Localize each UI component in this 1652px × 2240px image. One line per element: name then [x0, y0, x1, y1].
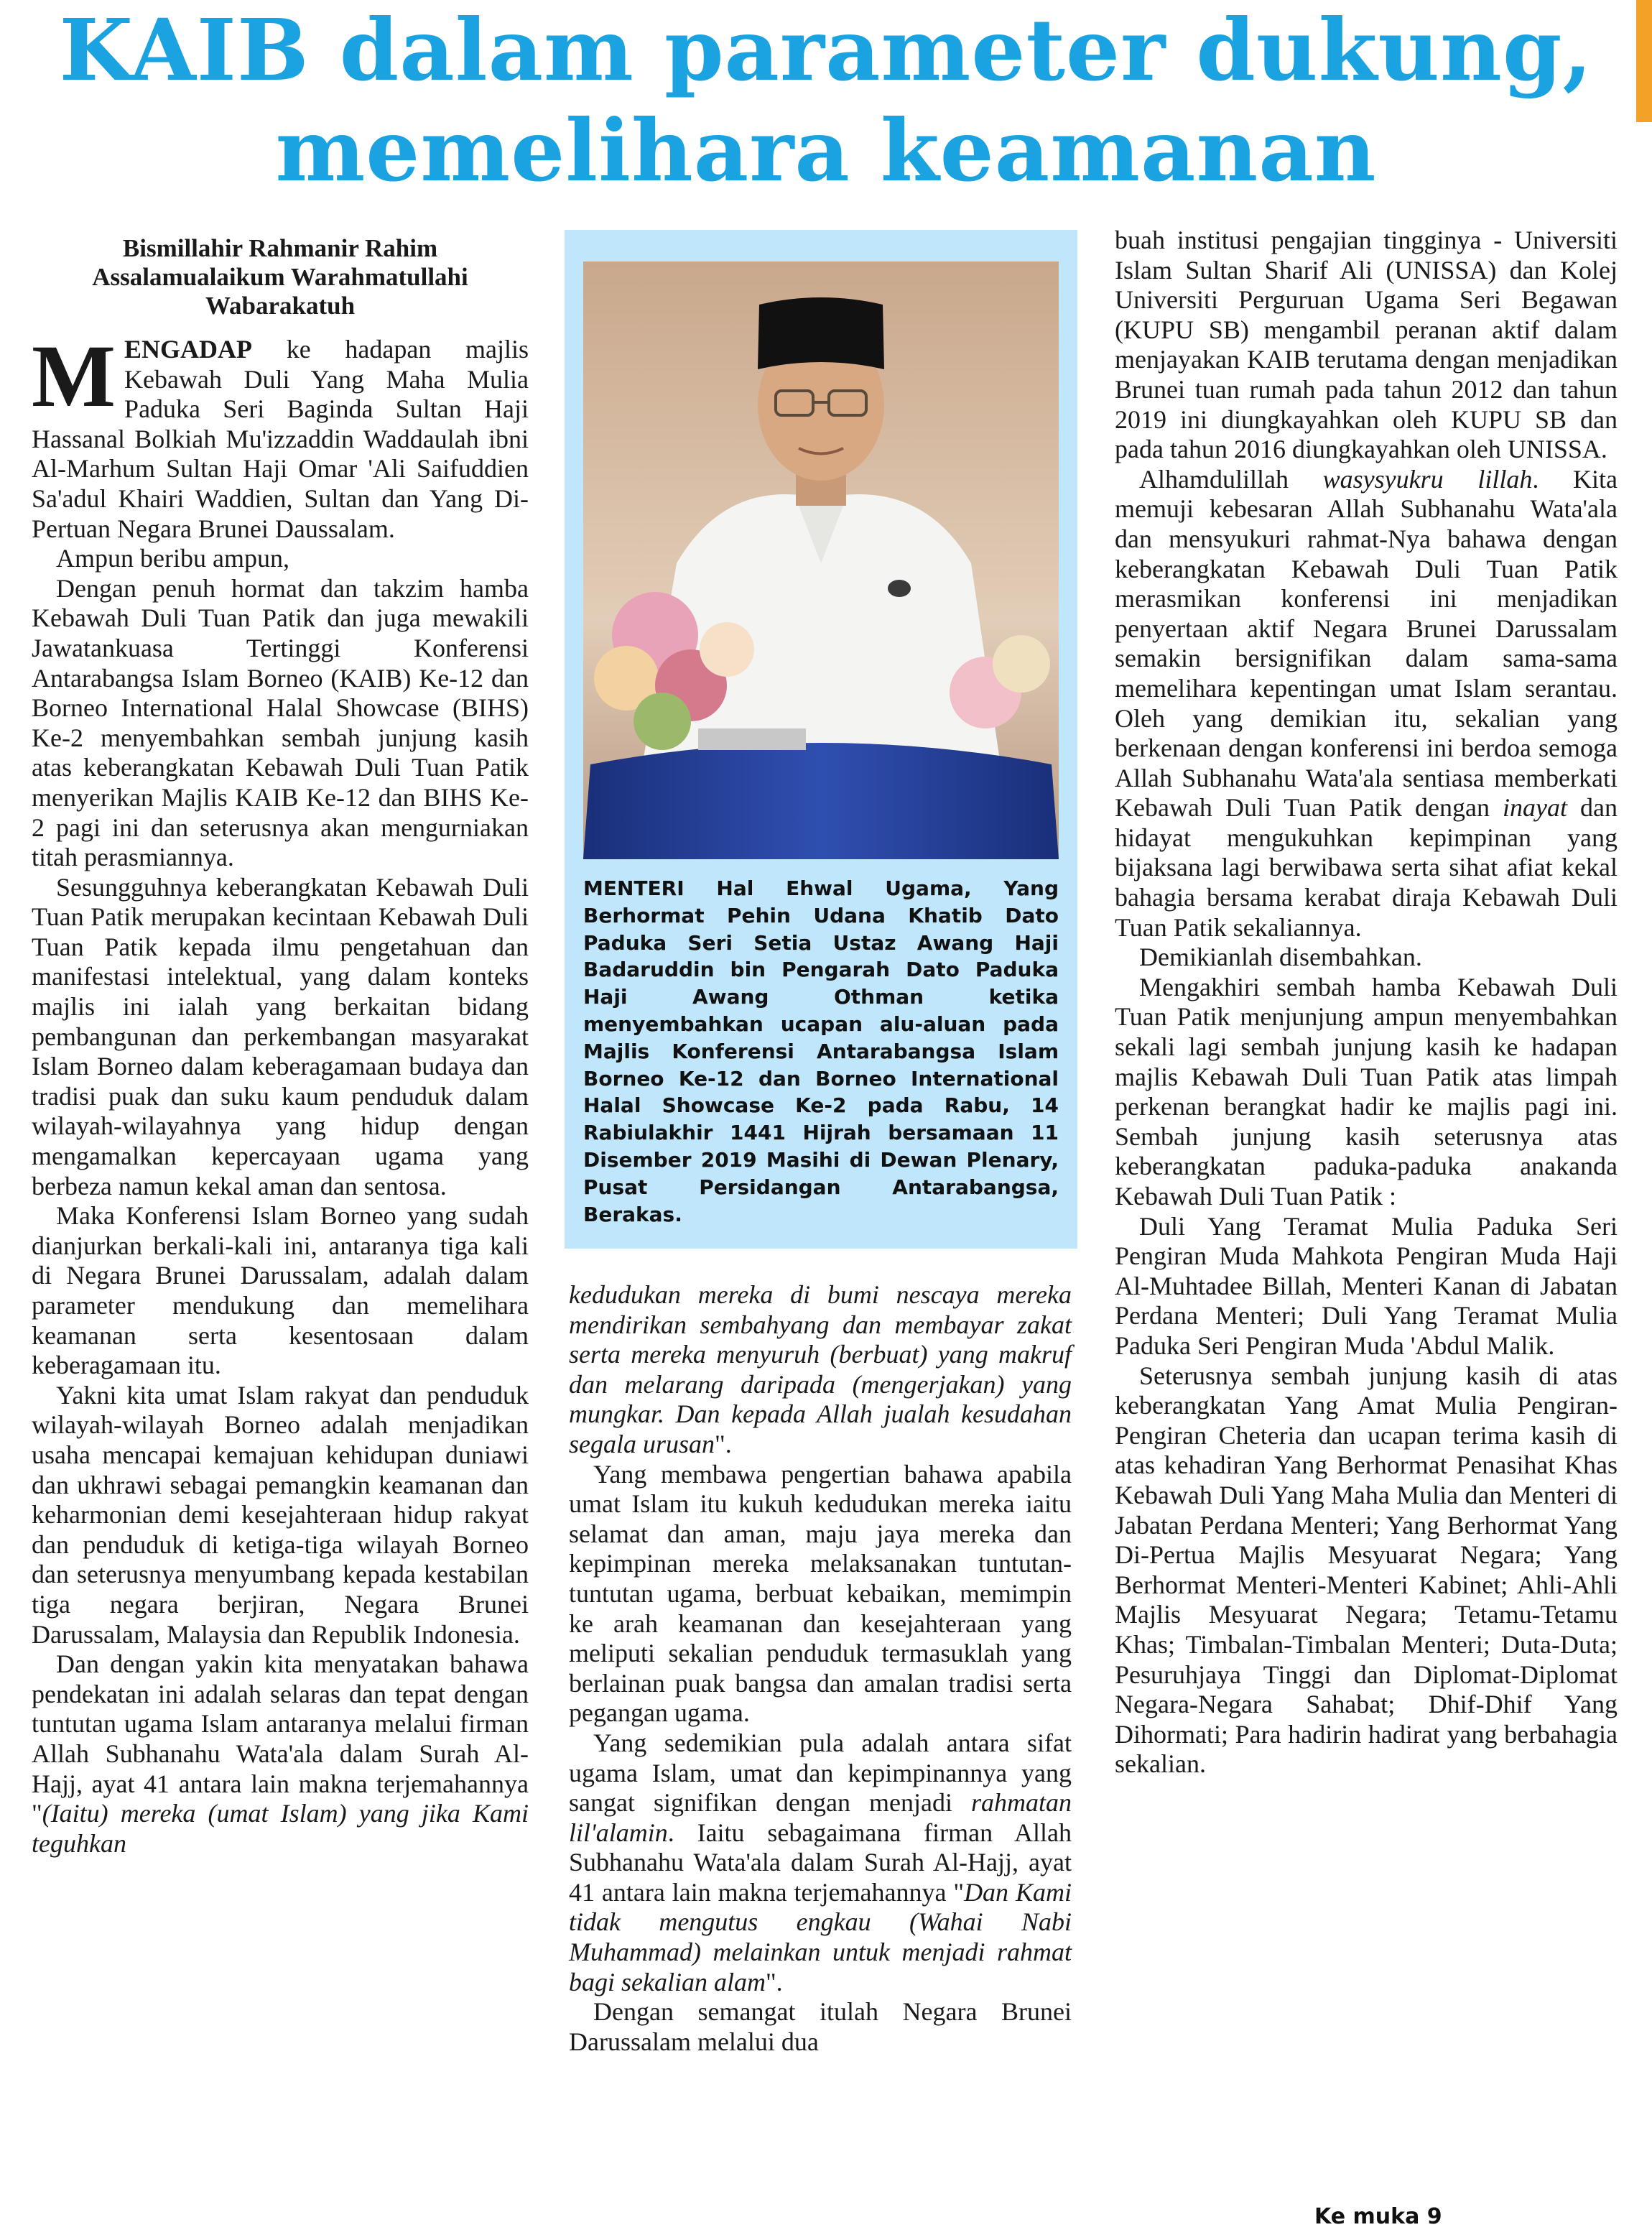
paragraph: Mengakhiri sembah hamba Kebawah Duli Tuan Patik menjunjung ampun menyembahkan sekali lagi sembah junjung kasih ke hadapan majlis Kebawah Duli Tuan Patik atas limpah perkenan berangkat hadir ke majlis pagi ini. Sembah junjung kasih seterusnya atas keberangkatan paduka-paduka anakanda Kebawah Duli Tuan Patik : [1115, 972, 1618, 1211]
paragraph-text: ke hadapan majlis Kebawah Duli Yang Maha Mulia Paduka Seri Baginda Sultan Haji Hassanal Bolkiah Mu'izzaddin Waddaulah ibni Al-Marhum Sultan Haji Omar 'Ali Saifuddien Sa'adul Khairi Waddien, Sultan dan Yang Di-Pertuan Negara Brunei Daussalam. [32, 335, 529, 543]
emphasis-text: wasysyukru lillah [1322, 464, 1533, 494]
salutation-line: Assalamualaikum Warahmatullahi [92, 263, 468, 291]
drop-cap: M [32, 327, 116, 425]
paragraph: Seterusnya sembah junjung kasih di atas keberangkatan Yang Amat Mulia Pengiran-Pengiran Cheteria dan ucapan terima kasih di atas kehadiran Yang Berhormat Penasihat Khas Kebawah Duli Yang Maha Mulia dan Menteri di Jabatan Perdana Menteri; Yang Berhormat Yang Di-Pertua Majlis Mesyuarat Negara; Yang Berhormat Menteri-Menteri Kabinet; Ahli-Ahli Majlis Mesyuarat Negara; Tetamu-Tetamu Khas; Timbalan-Timbalan Menteri; Duta-Duta; Pesuruhjaya Tinggi dan Diplomat-Diplomat Negara-Negara Sahabat; Dhif-Dhif Yang Dihormati; Para hadirin hadirat yang berbahagia sekalian. [1115, 1361, 1618, 1779]
headline [29, 0, 1623, 201]
speaker-illustration [583, 262, 1059, 859]
paragraph [569, 1280, 1072, 1460]
paragraph: Sesungguhnya keberangkatan Kebawah Duli Tuan Patik merupakan kecintaan Kebawah Duli Tuan Patik kepada ilmu pengetahuan dan manifestasi intelektual, yang dalam konteks majlis ini ialah yang berkaitan bidang pembangunan dan perkembangan masyarakat Islam Borneo dalam keberagamaan budaya dan tradisi puak dan suku kaum penduduk dalam wilayah-wilayahnya yang hidup dengan mengamalkan kepercayaan ugama yang berbeza namun kekal aman dan sentosa. [32, 872, 529, 1200]
paragraph-text: Dan dengan yakin kita menyatakan bahawa pendekatan ini adalah selaras dan tepat dengan tuntutan ugama Islam antaranya melalui firman Allah Subhanahu Wata'ala dalam Surah Al-Hajj, ayat 41 antara lain makna terjemahannya " [32, 1649, 529, 1828]
paragraph: Duli Yang Teramat Mulia Paduka Seri Pengiran Muda Mahkota Pengiran Muda Haji Al-Muhtadee Billah, Menteri Kanan di Jabatan Perdana Menteri; Duli Yang Teramat Mulia Paduka Seri Pengiran Muda 'Abdul Malik. [1115, 1211, 1618, 1360]
paragraph: Dengan penuh hormat dan takzim hamba Kebawah Duli Tuan Patik dan juga mewakili Jawatankuasa Tertinggi Konferensi Antarabangsa Islam Borneo (KAIB) Ke-12 dan Borneo International Halal Showcase (BIHS) Ke-2 menyembahkan sembah junjung kasih atas keberangkatan Kebawah Duli Tuan Patik menyerikan Majlis KAIB Ke-12 dan BIHS Ke-2 pagi ini dan seterusnya akan mengurniakan titah perasmiannya. [32, 573, 529, 872]
paragraph-text: ". [715, 1429, 732, 1458]
article-column-1 [32, 234, 529, 1859]
headline-line-2: memelihara keamanan [275, 101, 1377, 200]
paragraph: Maka Konferensi Islam Borneo yang sudah dianjurkan berkali-kali ini, antaranya tiga kali di Negara Brunei Darussalam, adalah dalam parameter mendukung dan memelihara keamanan serta kesentosaan dalam keberagamaan itu. [32, 1201, 529, 1380]
paragraph: Yakni kita umat Islam rakyat dan penduduk wilayah-wilayah Borneo adalah menjadikan usaha mencapai kemajuan kehidupan duniawi dan ukhrawi sebagai pemangkin keamanan dan keharmonian demi kesejahteraan hidup rakyat dan penduduk di ketiga-tiga wilayah Borneo dan seterusnya menyumbang kepada kestabilan tiga negara berjiran, Negara Brunei Darussalam, Malaysia dan Republik Indonesia. [32, 1380, 529, 1649]
continued-on-page: Ke muka 9 [1314, 2204, 1442, 2229]
paragraph-text: dan hidayat mengukuhkan kepimpinan yang bijaksana lagi berwibawa serta sihat afiat kekal bahagia bersama kerabat diraja Kebawah Duli Tuan Patik sekaliannya. [1115, 793, 1618, 942]
paragraph: buah institusi pengajian tingginya - Universiti Islam Sultan Sharif Ali (UNISSA) dan Kolej Universiti Perguruan Ugama Seri Begawan (KUPU SB) mengambil peranan aktif dalam menjayakan KAIB terutama dengan menjadikan Brunei tuan rumah pada tahun 2012 dan tahun 2019 ini diungkayahkan oleh KUPU SB dan pada tahun 2016 diungkayahkan oleh UNISSA. [1115, 226, 1618, 464]
paragraph-text: . Kita memuji kebesaran Allah Subhanahu Wata'ala dan mensyukuri rahmat-Nya bahawa dengan keberangkatan Kebawah Duli Tuan Patik merasmikan konferensi ini menjadikan penyertaan aktif Negara Brunei Darussalam semakin bersignifikan dalam sama-sama memelihara kepentingan umat Islam serantau. Oleh yang demikian itu, sekalian yang berkenaan dengan konferensi ini berdoa semoga Allah Subhanahu Wata'ala sentiasa memberkati Kebawah Duli Tuan Patik dengan [1115, 464, 1618, 823]
headline-line-1: KAIB dalam parameter dukung, [59, 0, 1593, 100]
quote-text: (Iaitu) mereka (umat Islam) yang jika Kami teguhkan [32, 1799, 529, 1858]
paragraph: Ampun beribu ampun, [56, 544, 289, 573]
photo-caption-box [565, 230, 1077, 1249]
salutation-line: Bismillahir Rahmanir Rahim [122, 234, 438, 262]
paragraph-text: Yang sedemikian pula adalah antara sifat ugama Islam, umat dan kepimpinannya yang sangat signifikan dengan menjadi [569, 1728, 1072, 1818]
emphasis-text: inayat [1503, 793, 1567, 823]
paragraph-text: ". [765, 1967, 783, 1996]
article-column-2 [569, 1280, 1072, 2057]
paragraph-text: . Iaitu sebagaimana firman Allah Subhanahu Wata'ala dalam Surah Al-Hajj, ayat 41 antara lain makna terjemahannya " [569, 1818, 1072, 1907]
photo-caption: MENTERI Hal Ehwal Ugama, Yang Berhormat Pehin Udana Khatib Dato Paduka Seri Setia Ustaz Awang Haji Badaruddin bin Pengarah Dato Paduka Haji Awang Othman ketika menyembahkan ucapan alu-aluan pada Majlis Konferensi Antarabangsa Islam Borneo Ke-12 dan Borneo International Halal Showcase Ke-2 pada Rabu, 14 Rabiulakhir 1441 Hijrah bersamaan 11 Disember 2019 Masihi di Dewan Plenary, Pusat Persidangan Antarabangsa, Berakas. [583, 876, 1059, 1226]
paragraph [32, 327, 529, 544]
page-edge-strip [1636, 0, 1652, 122]
emphasis-text: rahmatan lil'alamin [569, 1788, 1072, 1847]
paragraph [32, 1649, 529, 1859]
article-column-3 [1115, 226, 1618, 1779]
quote-text: kedudukan mereka di bumi nescaya mereka mendirikan sembahyang dan membayar zakat serta mereka menyuruh (berbuat) yang makruf dan melarang daripada (mengerjakan) yang mungkar. Dan kepada Allah jualah kesudahan segala urusan [569, 1280, 1072, 1458]
speaker-photo [583, 262, 1059, 859]
paragraph: Demikianlah disembahkan. [1139, 943, 1422, 972]
paragraph: Dengan semangat itulah Negara Brunei Darussalam melalui dua [569, 1997, 1072, 2056]
paragraph: Yang membawa pengertian bahawa apabila umat Islam itu kukuh kedudukan mereka iaitu selamat dan aman, maju jaya mereka dan kepimpinan mereka melaksanakan tuntutan-tuntutan ugama, berbuat kebaikan, memimpin ke arah keamanan dan kesejahteraan yang meliputi sekalian penduduk termasuklah yang berlainan puak bangsa dan amalan tradisi serta pegangan ugama. [569, 1459, 1072, 1728]
paragraph [569, 1728, 1072, 1997]
quote-text: Dan Kami tidak mengutus engkau (Wahai Nabi Muhammad) melainkan untuk menjadi rahmat bagi sekalian alam [569, 1877, 1072, 1996]
lead-word: ENGADAP [124, 335, 253, 364]
salutation-line: Wabarakatuh [205, 292, 356, 320]
salutation [32, 234, 529, 320]
paragraph-text: Alhamdulillah [1139, 464, 1323, 494]
paragraph [1115, 465, 1618, 943]
